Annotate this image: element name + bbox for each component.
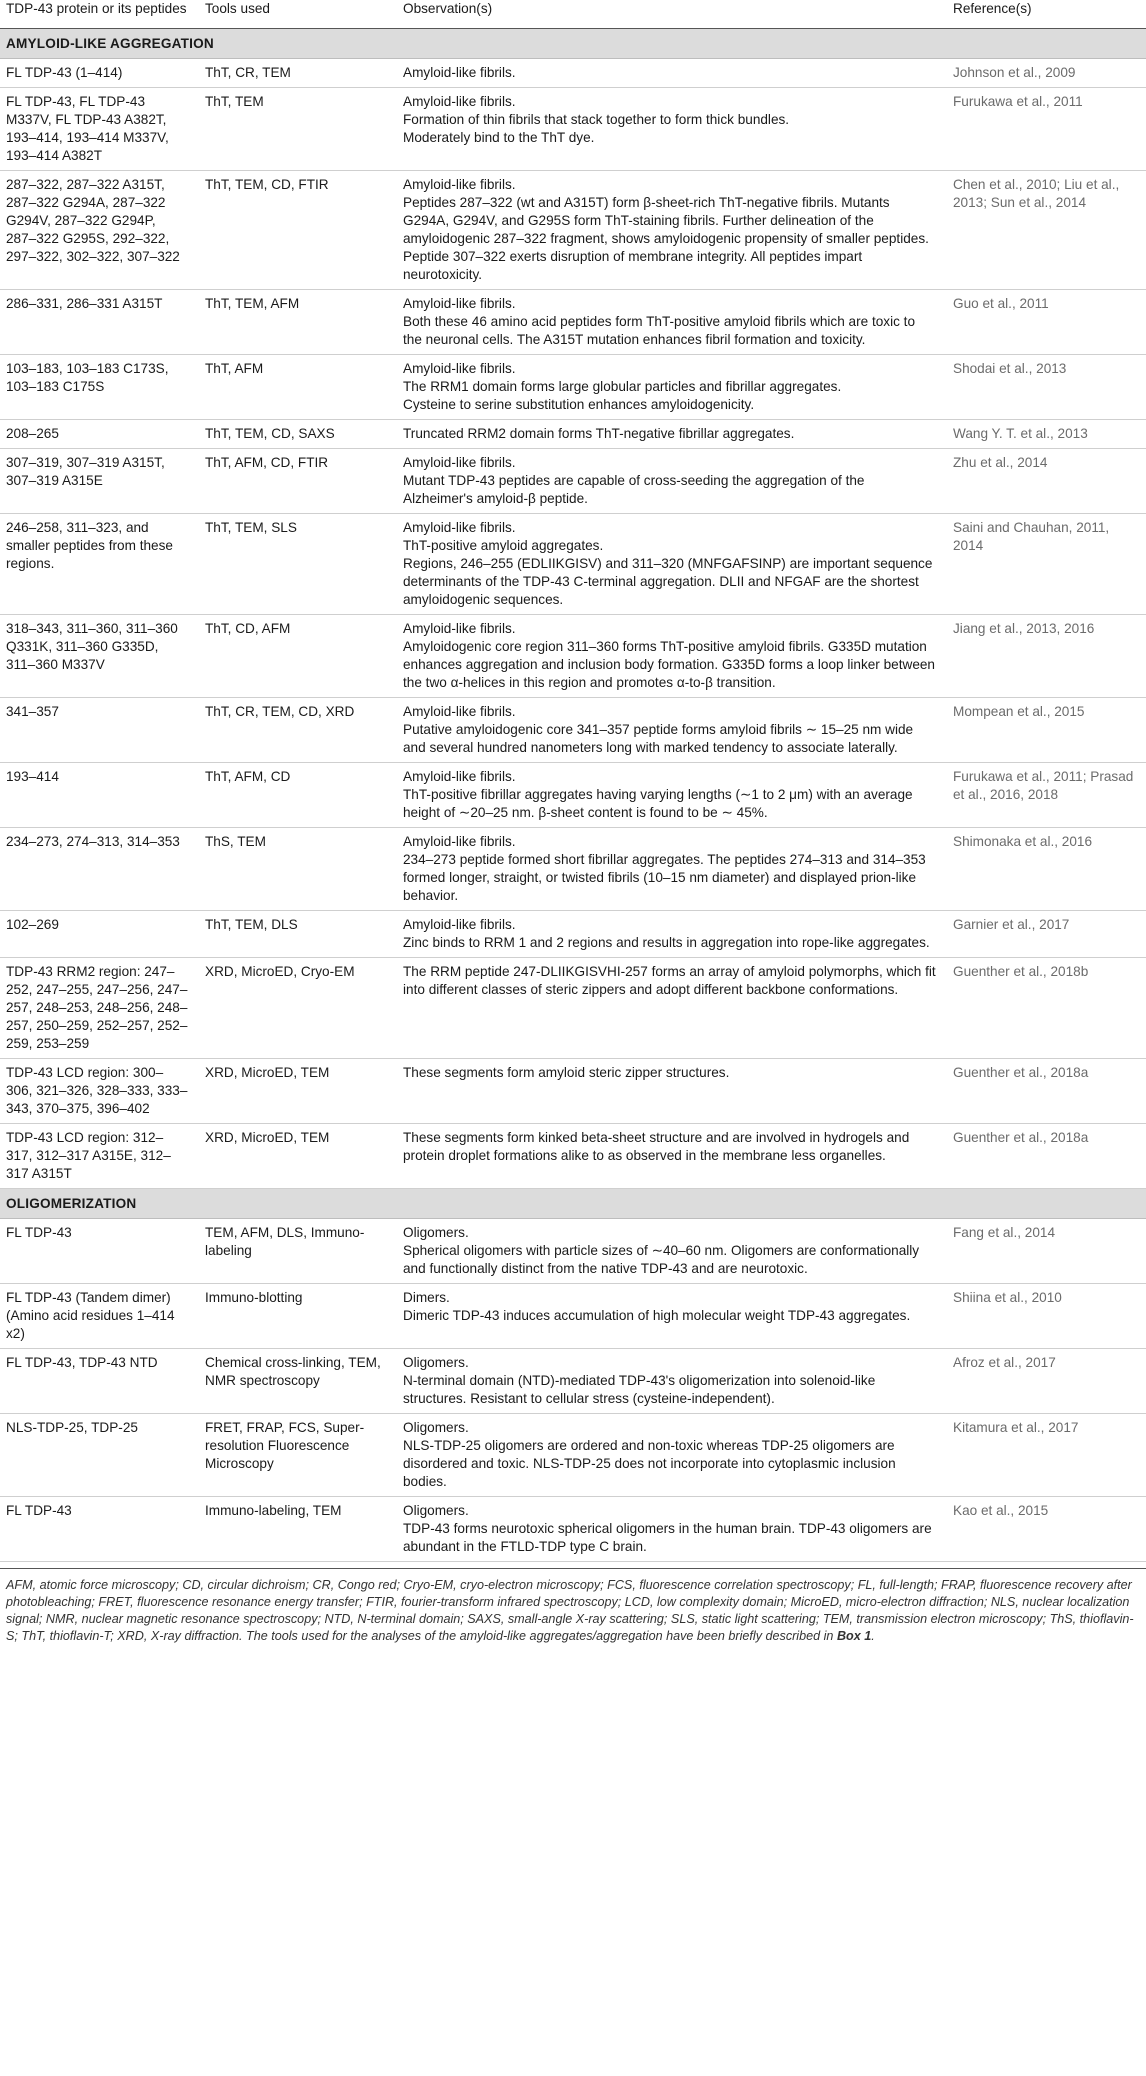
cell-tools: Chemical cross-linking, TEM, NMR spectroscopy (197, 1349, 395, 1414)
section-header-row (0, 29, 1146, 59)
cell-reference: Guenther et al., 2018a (945, 1124, 1146, 1189)
cell-observations: Amyloid-like fibrils. Amyloidogenic core region 311–360 forms ThT-positive amyloid fibrils. G335D mutation enhances aggregation and inclusion body formation. G335D forms a loop linker between the two α-helices in this region and promotes α-to-β transition. (395, 615, 945, 698)
cell-protein: 318–343, 311–360, 311–360 Q331K, 311–360 G335D, 311–360 M337V (0, 615, 197, 698)
cell-observations: Amyloid-like fibrils. Mutant TDP-43 peptides are capable of cross-seeding the aggregation of the Alzheimer's amyloid-β peptide. (395, 449, 945, 514)
cell-reference: Fang et al., 2014 (945, 1219, 1146, 1284)
footnote-end: . (871, 1629, 875, 1643)
cell-protein: FL TDP-43 (1–414) (0, 59, 197, 88)
table-row (0, 763, 1146, 828)
table-row (0, 59, 1146, 88)
cell-reference: Guo et al., 2011 (945, 290, 1146, 355)
cell-tools: ThT, AFM (197, 355, 395, 420)
cell-tools: ThT, TEM, CD, FTIR (197, 171, 395, 290)
cell-reference: Jiang et al., 2013, 2016 (945, 615, 1146, 698)
cell-reference: Shiina et al., 2010 (945, 1284, 1146, 1349)
table-header-row (0, 0, 1146, 29)
cell-protein: 102–269 (0, 911, 197, 958)
cell-tools: ThT, TEM, SLS (197, 514, 395, 615)
cell-observations: Amyloid-like fibrils. ThT-positive amyloid aggregates. Regions, 246–255 (EDLIIKGISV) and 311–320 (MNFGAFSINP) are important sequence determinants of the TDP-43 C-terminal aggregation. DLII and NFGAF are the shortest amyloidogenic sequences. (395, 514, 945, 615)
cell-observations: Amyloid-like fibrils. The RRM1 domain forms large globular particles and fibrillar aggregates. Cysteine to serine substitution enhances amyloidogenicity. (395, 355, 945, 420)
cell-observations: Amyloid-like fibrils. ThT-positive fibrillar aggregates having varying lengths (∼1 to 2 μm) with an average height of ∼20–25 nm. β-sheet content is found to be ∼ 45%. (395, 763, 945, 828)
cell-reference: Garnier et al., 2017 (945, 911, 1146, 958)
table-row (0, 1349, 1146, 1414)
cell-observations: Oligomers. NLS-TDP-25 oligomers are ordered and non-toxic whereas TDP-25 oligomers are disordered and toxic. NLS-TDP-25 does not incorporate into cytoplasmic inclusion bodies. (395, 1414, 945, 1497)
cell-tools: ThS, TEM (197, 828, 395, 911)
cell-observations: Dimers. Dimeric TDP-43 induces accumulation of high molecular weight TDP-43 aggregates. (395, 1284, 945, 1349)
cell-reference: Wang Y. T. et al., 2013 (945, 420, 1146, 449)
cell-protein: TDP-43 LCD region: 312–317, 312–317 A315E, 312–317 A315T (0, 1124, 197, 1189)
cell-tools: FRET, FRAP, FCS, Super-resolution Fluorescence Microscopy (197, 1414, 395, 1497)
cell-tools: XRD, MicroED, TEM (197, 1059, 395, 1124)
table-row (0, 88, 1146, 171)
table-row (0, 1219, 1146, 1284)
cell-reference: Furukawa et al., 2011 (945, 88, 1146, 171)
cell-protein: FL TDP-43 (0, 1219, 197, 1284)
header-observations: Observation(s) (395, 0, 945, 29)
cell-reference: Zhu et al., 2014 (945, 449, 1146, 514)
cell-reference: Guenther et al., 2018a (945, 1059, 1146, 1124)
table-row (0, 449, 1146, 514)
cell-reference: Afroz et al., 2017 (945, 1349, 1146, 1414)
cell-tools: ThT, TEM, AFM (197, 290, 395, 355)
cell-protein: 286–331, 286–331 A315T (0, 290, 197, 355)
cell-observations: Oligomers. TDP-43 forms neurotoxic spherical oligomers in the human brain. TDP-43 oligomers are abundant in the FTLD-TDP type C brain. (395, 1497, 945, 1562)
cell-protein: 193–414 (0, 763, 197, 828)
cell-tools: ThT, TEM (197, 88, 395, 171)
cell-observations: Truncated RRM2 domain forms ThT-negative fibrillar aggregates. (395, 420, 945, 449)
cell-observations: The RRM peptide 247-DLIIKGISVHI-257 forms an array of amyloid polymorphs, which fit into different classes of steric zippers and adopt different backbone conformations. (395, 958, 945, 1059)
footnote-box-reference: Box 1 (836, 1629, 872, 1643)
cell-reference: Furukawa et al., 2011; Prasad et al., 2016, 2018 (945, 763, 1146, 828)
cell-observations: Amyloid-like fibrils. (395, 59, 945, 88)
header-protein: TDP-43 protein or its peptides (0, 0, 197, 29)
cell-protein: FL TDP-43 (0, 1497, 197, 1562)
cell-reference: Kitamura et al., 2017 (945, 1414, 1146, 1497)
table-row (0, 355, 1146, 420)
table-row (0, 1284, 1146, 1349)
cell-protein: 208–265 (0, 420, 197, 449)
cell-protein: NLS-TDP-25, TDP-25 (0, 1414, 197, 1497)
cell-observations: These segments form kinked beta-sheet structure and are involved in hydrogels and protein droplet formations alike to as observed in the membrane less organelles. (395, 1124, 945, 1189)
cell-observations: These segments form amyloid steric zipper structures. (395, 1059, 945, 1124)
cell-reference: Saini and Chauhan, 2011, 2014 (945, 514, 1146, 615)
cell-protein: FL TDP-43, TDP-43 NTD (0, 1349, 197, 1414)
cell-tools: ThT, AFM, CD, FTIR (197, 449, 395, 514)
table-row (0, 1124, 1146, 1189)
table-row (0, 698, 1146, 763)
cell-tools: ThT, AFM, CD (197, 763, 395, 828)
cell-observations: Amyloid-like fibrils. Putative amyloidogenic core 341–357 peptide forms amyloid fibrils ∼ 15–25 nm wide and several hundred nanometers long with marked tendency to associate laterally. (395, 698, 945, 763)
cell-reference: Guenther et al., 2018b (945, 958, 1146, 1059)
cell-tools: Immuno-labeling, TEM (197, 1497, 395, 1562)
cell-protein: 307–319, 307–319 A315T, 307–319 A315E (0, 449, 197, 514)
cell-protein: 287–322, 287–322 A315T, 287–322 G294A, 287–322 G294V, 287–322 G294P, 287–322 G295S, 292–322, 297–322, 302–322, 307–322 (0, 171, 197, 290)
table-row (0, 828, 1146, 911)
table-body (0, 29, 1146, 1562)
cell-protein: 234–273, 274–313, 314–353 (0, 828, 197, 911)
footnote-text: AFM, atomic force microscopy; CD, circular dichroism; CR, Congo red; Cryo-EM, cryo-electron microscopy; FCS, fluorescence correlation spectroscopy; FL, full-length; FRAP, fluorescence recovery after photobleaching; FRET, fluorescence resonance energy transfer; FTIR, fourier-transform infrared spectroscopy; LCD, low complexity domain; MicroED, micro-electron diffraction; NLS, nuclear localization signal; NMR, nuclear magnetic resonance spectroscopy; NTD, N-terminal domain; SAXS, small-angle X-ray scattering; SLS, static light scattering; TEM, transmission electron microscopy; ThS, thioflavin-S; ThT, thioflavin-T; XRD, X-ray diffraction. The tools used for the analyses of the amyloid-like aggregates/aggregation have been briefly described in (6, 1578, 1134, 1643)
cell-tools: XRD, MicroED, Cryo-EM (197, 958, 395, 1059)
cell-reference: Mompean et al., 2015 (945, 698, 1146, 763)
cell-tools: ThT, TEM, DLS (197, 911, 395, 958)
cell-observations: Amyloid-like fibrils. Formation of thin fibrils that stack together to form thick bundles. Moderately bind to the ThT dye. (395, 88, 945, 171)
cell-observations: Amyloid-like fibrils. Both these 46 amino acid peptides form ThT-positive amyloid fibrils which are toxic to the neuronal cells. The A315T mutation enhances fibril formation and toxicity. (395, 290, 945, 355)
cell-protein: FL TDP-43 (Tandem dimer) (Amino acid residues 1–414 x2) (0, 1284, 197, 1349)
header-tools: Tools used (197, 0, 395, 29)
table-row (0, 290, 1146, 355)
cell-reference: Shimonaka et al., 2016 (945, 828, 1146, 911)
cell-tools: ThT, CR, TEM, CD, XRD (197, 698, 395, 763)
cell-protein: 103–183, 103–183 C173S, 103–183 C175S (0, 355, 197, 420)
cell-tools: Immuno-blotting (197, 1284, 395, 1349)
section-title: OLIGOMERIZATION (0, 1189, 1146, 1219)
table-footnote (0, 1568, 1146, 1645)
table-row (0, 514, 1146, 615)
cell-reference: Shodai et al., 2013 (945, 355, 1146, 420)
table-row (0, 1059, 1146, 1124)
cell-observations: Amyloid-like fibrils. Zinc binds to RRM 1 and 2 regions and results in aggregation into rope-like aggregates. (395, 911, 945, 958)
cell-protein: 246–258, 311–323, and smaller peptides from these regions. (0, 514, 197, 615)
table-row (0, 171, 1146, 290)
cell-observations: Amyloid-like fibrils. 234–273 peptide formed short fibrillar aggregates. The peptides 274–313 and 314–353 formed longer, straight, or twisted fibrils (10–15 nm diameter) and displayed prion-like behavior. (395, 828, 945, 911)
cell-reference: Kao et al., 2015 (945, 1497, 1146, 1562)
table-row (0, 1414, 1146, 1497)
table-row (0, 958, 1146, 1059)
cell-protein: TDP-43 RRM2 region: 247–252, 247–255, 247–256, 247–257, 248–253, 248–256, 248–257, 250–259, 252–257, 252–259, 253–259 (0, 958, 197, 1059)
table-row (0, 911, 1146, 958)
cell-tools: TEM, AFM, DLS, Immuno-labeling (197, 1219, 395, 1284)
table-row (0, 615, 1146, 698)
cell-tools: ThT, CD, AFM (197, 615, 395, 698)
cell-tools: XRD, MicroED, TEM (197, 1124, 395, 1189)
cell-observations: Amyloid-like fibrils. Peptides 287–322 (wt and A315T) form β-sheet-rich ThT-negative fibrils. Mutants G294A, G294V, and G295S form ThT-staining fibrils. Further delineation of the amyloidogenic 287–322 fragment, shows amyloidogenic propensity of smaller peptides. Peptide 307–322 exerts disruption of membrane integrity. All peptides impart neurotoxicity. (395, 171, 945, 290)
cell-protein: FL TDP-43, FL TDP-43 M337V, FL TDP-43 A382T, 193–414, 193–414 M337V, 193–414 A382T (0, 88, 197, 171)
cell-protein: TDP-43 LCD region: 300–306, 321–326, 328–333, 333–343, 370–375, 396–402 (0, 1059, 197, 1124)
cell-protein: 341–357 (0, 698, 197, 763)
cell-observations: Oligomers. Spherical oligomers with particle sizes of ∼40–60 nm. Oligomers are conformationally and functionally distinct from the native TDP-43 and are neurotoxic. (395, 1219, 945, 1284)
table-row (0, 1497, 1146, 1562)
header-references: Reference(s) (945, 0, 1146, 29)
cell-tools: ThT, TEM, CD, SAXS (197, 420, 395, 449)
cell-reference: Chen et al., 2010; Liu et al., 2013; Sun et al., 2014 (945, 171, 1146, 290)
section-header-row (0, 1189, 1146, 1219)
table-row (0, 420, 1146, 449)
cell-reference: Johnson et al., 2009 (945, 59, 1146, 88)
cell-tools: ThT, CR, TEM (197, 59, 395, 88)
section-title: AMYLOID-LIKE AGGREGATION (0, 29, 1146, 59)
cell-observations: Oligomers. N-terminal domain (NTD)-mediated TDP-43's oligomerization into solenoid-like structures. Resistant to cellular stress (cysteine-independent). (395, 1349, 945, 1414)
